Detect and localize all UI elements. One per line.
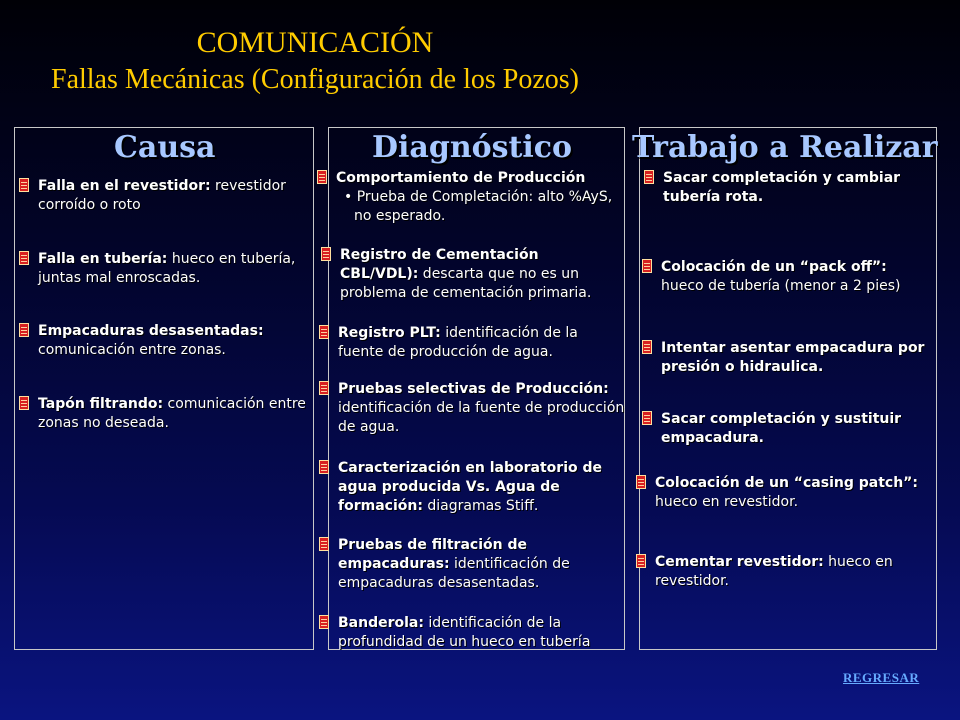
- list-item: Cementar revestidor: hueco en revestidor.: [655, 553, 930, 591]
- bullet-icon: [19, 323, 29, 337]
- list-item: Banderola: identificación de la profundidad de un hueco en tubería: [338, 614, 620, 652]
- bullet-icon: [19, 178, 29, 192]
- bullet-icon: [636, 554, 646, 568]
- list-item: Registro de Cementación CBL/VDL): descarta que no es un problema de cementación primaria.: [340, 246, 620, 303]
- bullet-icon: [642, 259, 652, 273]
- list-item: Comportamiento de Producción • Prueba de Completación: alto %AyS, no esperado.: [336, 169, 619, 226]
- list-item: Registro PLT: identificación de la fuente de producción de agua.: [338, 324, 620, 362]
- bullet-icon: [319, 381, 329, 395]
- list-item: Colocación de un “pack off”: hueco de tubería (menor a 2 pies): [661, 258, 933, 296]
- list-item: Intentar asentar empacadura por presión o hidraulica.: [661, 339, 953, 377]
- list-item: Pruebas de filtración de empacaduras: identificación de empacaduras desasentadas.: [338, 536, 620, 593]
- regresar-link[interactable]: REGRESAR: [843, 670, 920, 685]
- page-subtitle: Fallas Mecánicas (Configuración de los Pozos): [51, 64, 579, 95]
- bullet-icon: [321, 247, 331, 261]
- bullet-icon: [317, 170, 327, 184]
- bullet-icon: [636, 475, 646, 489]
- list-item: Empacaduras desasentadas: comunicación entre zonas.: [38, 322, 310, 360]
- list-item: Falla en el revestidor: revestidor corroído o roto: [38, 177, 310, 215]
- bullet-icon: [319, 615, 329, 629]
- list-item: Pruebas selectivas de Producción: identificación de la fuente de producción de agua.: [338, 380, 628, 437]
- page-title: COMUNICACIÓN: [196, 26, 434, 59]
- list-item: Caracterización en laboratorio de agua producida Vs. Agua de formación: diagramas Stiff.: [338, 459, 628, 516]
- list-item: Tapón filtrando: comunicación entre zonas no deseada.: [38, 395, 310, 433]
- heading-causa: Causa: [114, 130, 216, 165]
- bullet-icon: [19, 251, 29, 265]
- list-item: Sacar completación y sustituir empacadura.: [661, 410, 933, 448]
- bullet-icon: [19, 396, 29, 410]
- bullet-icon: [642, 340, 652, 354]
- bullet-icon: [319, 537, 329, 551]
- list-item: Colocación de un “casing patch”: hueco en revestidor.: [655, 474, 940, 512]
- heading-trabajo: Trabajo a Realizar: [632, 130, 938, 165]
- bullet-icon: [319, 325, 329, 339]
- list-item: Sacar completación y cambiar tubería rota.: [663, 169, 933, 207]
- list-item: Falla en tubería: hueco en tubería, juntas mal enroscadas.: [38, 250, 310, 288]
- bullet-icon: [642, 411, 652, 425]
- sub-item: • Prueba de Completación: alto %AyS, no esperado.: [344, 189, 613, 224]
- bullet-icon: [319, 460, 329, 474]
- bullet-icon: [644, 170, 654, 184]
- heading-diagnostico: Diagnóstico: [372, 130, 573, 165]
